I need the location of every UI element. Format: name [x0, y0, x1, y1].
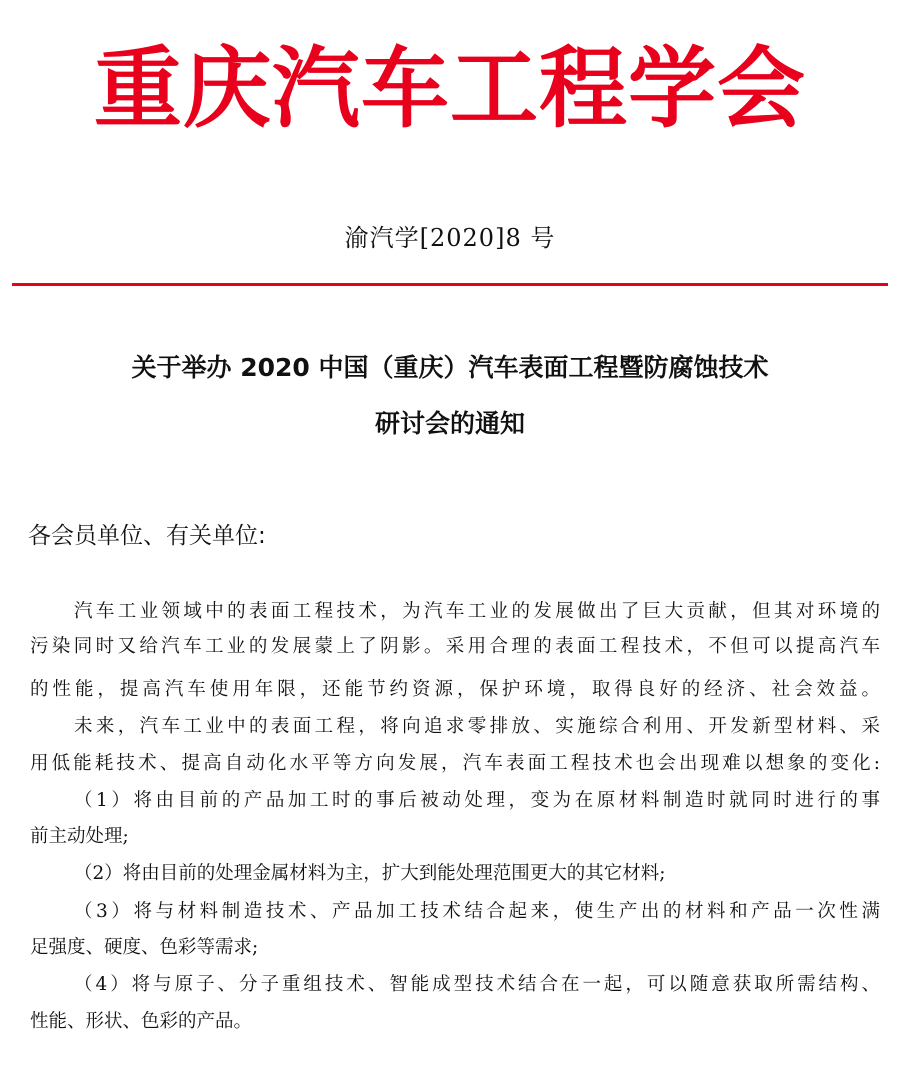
document-number: 渝汽学[2020]8 号 — [344, 224, 556, 252]
body-line: 性能、形状、色彩的产品。 — [30, 1011, 253, 1032]
body-line: 污染同时又给汽车工业的发展蒙上了阴影。采用合理的表面工程技术，不但可以提高汽车 — [30, 636, 880, 657]
body-line: 汽车工业领域中的表面工程技术，为汽车工业的发展做出了巨大贡献，但其对环境的 — [74, 601, 880, 622]
body-line: 未来，汽车工业中的表面工程，将向追求零排放、实施综合利用、开发新型材料、采 — [74, 716, 880, 737]
masthead-org-name: 重庆汽车工程学会 — [93, 37, 806, 140]
body-line: （3）将与材料制造技术、产品加工技术结合起来，使生产出的材料和产品一次性满 — [74, 901, 880, 922]
notice-title-line-2: 研讨会的通知 — [374, 409, 525, 438]
red-divider-rule — [12, 283, 888, 286]
body-line: （1）将由目前的产品加工时的事后被动处理，变为在原材料制造时就同时进行的事 — [74, 790, 880, 811]
salutation: 各会员单位、有关单位: — [28, 523, 266, 549]
notice-title-line-1: 关于举办 2020 中国（重庆）汽车表面工程暨防腐蚀技术 — [131, 353, 769, 382]
body-line: 前主动处理; — [30, 826, 129, 847]
body-line: 用低能耗技术、提高自动化水平等方向发展，汽车表面工程技术也会出现难以想象的变化: — [30, 753, 880, 774]
body-line: 足强度、硬度、色彩等需求; — [30, 937, 259, 958]
body-line: （4）将与原子、分子重组技术、智能成型技术结合在一起，可以随意获取所需结构、 — [74, 974, 880, 995]
body-line: （2）将由目前的处理金属材料为主，扩大到能处理范围更大的其它材料; — [74, 863, 666, 884]
body-line: 的性能，提高汽车使用年限，还能节约资源，保护环境，取得良好的经济、社会效益。 — [30, 679, 880, 700]
